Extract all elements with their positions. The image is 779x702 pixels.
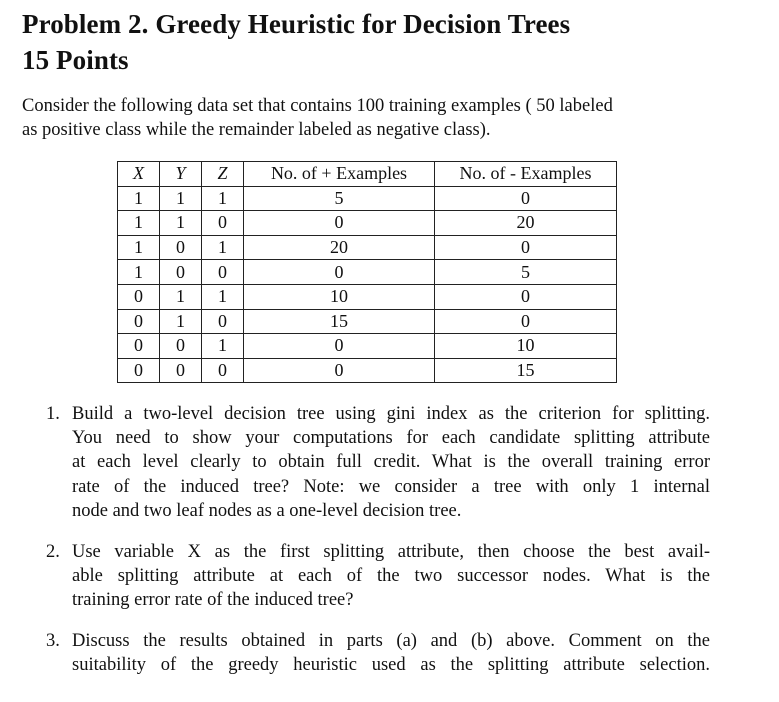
question-line: You need to show your computations for each candidate splitting attribute [72,428,710,449]
cell-z: 1 [202,235,244,260]
question-list [46,402,710,677]
problem-title [22,6,570,78]
question-item [46,540,710,613]
cell-positive: 0 [244,260,435,285]
table-header-row [118,162,617,187]
table-row [118,260,617,285]
table-row [118,186,617,211]
cell-y: 1 [160,284,202,309]
cell-z: 0 [202,309,244,334]
table-row [118,358,617,383]
intro-paragraph [22,94,722,142]
question-item [46,402,710,523]
table-row [118,235,617,260]
table-row [118,334,617,359]
cell-positive: 0 [244,334,435,359]
cell-x: 0 [118,309,160,334]
cell-z: 0 [202,260,244,285]
cell-positive: 0 [244,211,435,236]
cell-negative: 0 [435,284,617,309]
question-line: rate of the induced tree? Note: we consider a tree with only 1 internal [72,476,710,497]
cell-y: 1 [160,309,202,334]
question-line: suitability of the greedy heuristic used as the splitting attribute selection. [72,654,710,675]
header-z: Z [202,162,244,187]
cell-x: 1 [118,186,160,211]
cell-z: 0 [202,358,244,383]
cell-z: 1 [202,186,244,211]
cell-x: 1 [118,211,160,236]
question-line: Build a two-level decision tree using gini index as the criterion for splitting. [72,404,710,424]
intro-line-1: Consider the following data set that contains 100 training examples ( 50 labeled [22,96,613,116]
table-row [118,284,617,309]
cell-y: 1 [160,211,202,236]
question-line: node and two leaf nodes as a one-level decision tree. [72,500,462,521]
question-line: Discuss the results obtained in parts (a) and (b) above. Comment on the [72,630,710,651]
cell-y: 0 [160,334,202,359]
cell-x: 1 [118,235,160,260]
cell-positive: 10 [244,284,435,309]
cell-positive: 15 [244,309,435,334]
header-positive-examples: No. of + Examples [244,162,435,187]
cell-x: 1 [118,260,160,285]
cell-y: 1 [160,186,202,211]
question-item [46,629,710,677]
table-row [118,309,617,334]
cell-y: 0 [160,260,202,285]
data-table [117,161,617,383]
cell-positive: 0 [244,358,435,383]
title-line-1: Problem 2. Greedy Heuristic for Decision Trees [22,9,571,39]
table-row [118,211,617,236]
cell-negative: 5 [435,260,617,285]
cell-positive: 5 [244,186,435,211]
cell-negative: 10 [435,334,617,359]
cell-x: 0 [118,358,160,383]
cell-y: 0 [160,235,202,260]
cell-negative: 15 [435,358,617,383]
cell-y: 0 [160,358,202,383]
question-number: 1. [46,404,60,424]
question-line: able splitting attribute at each of the two successor nodes. What is the [72,566,710,587]
cell-z: 0 [202,211,244,236]
question-line: at each level clearly to obtain full credit. What is the overall training error [72,452,710,473]
cell-z: 1 [202,284,244,309]
question-line: Use variable X as the first splitting attribute, then choose the best avail- [72,542,710,563]
intro-line-2: as positive class while the remainder labeled as negative class). [22,120,491,140]
cell-negative: 20 [435,211,617,236]
question-number: 2. [46,542,60,563]
cell-x: 0 [118,334,160,359]
question-number: 3. [46,630,60,651]
header-x: X [118,162,160,187]
header-negative-examples: No. of - Examples [435,162,617,187]
cell-positive: 20 [244,235,435,260]
cell-negative: 0 [435,186,617,211]
cell-negative: 0 [435,309,617,334]
title-line-2: 15 Points [22,45,129,75]
header-y: Y [160,162,202,187]
cell-negative: 0 [435,235,617,260]
cell-x: 0 [118,284,160,309]
cell-z: 1 [202,334,244,359]
question-line: training error rate of the induced tree? [72,590,354,611]
